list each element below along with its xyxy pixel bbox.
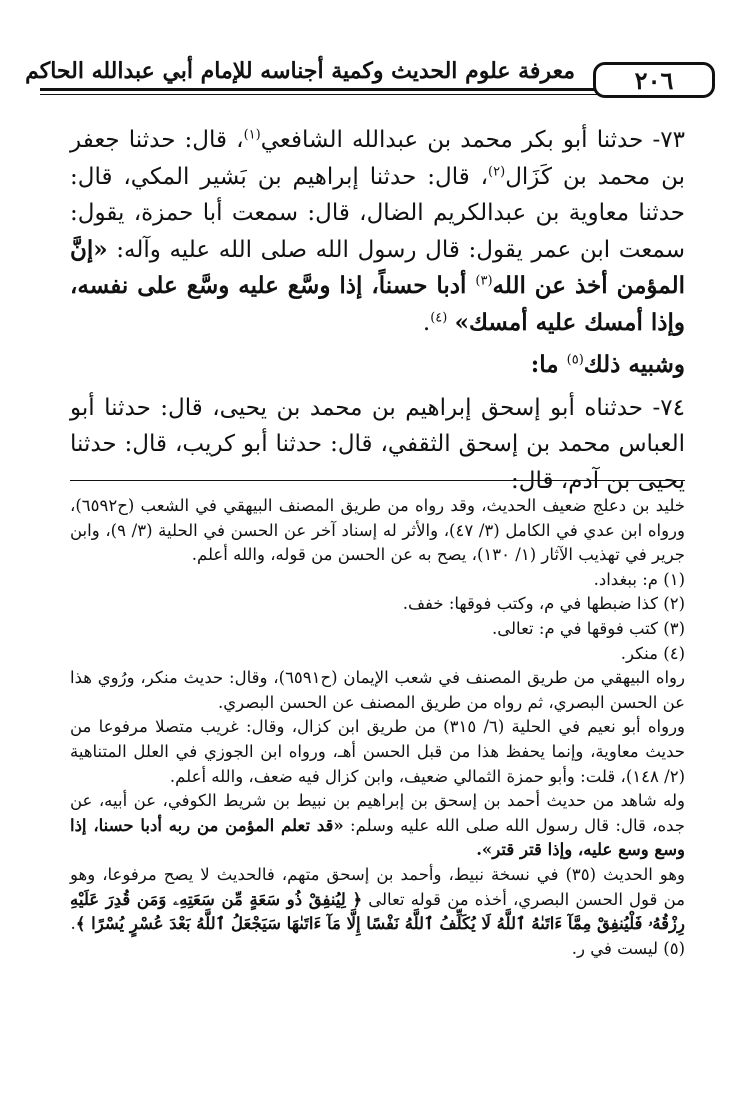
footnotes xyxy=(70,494,685,961)
running-title: معرفة علوم الحديث وكمية أجناسه للإمام أبي عبدالله الحاكم xyxy=(25,58,575,84)
header-rule-thin xyxy=(40,94,597,95)
heading-text: وشبيه ذلك xyxy=(583,351,685,378)
footnote-4-end: . xyxy=(70,914,76,934)
footnote-marker-5: (٥) xyxy=(566,352,584,368)
footnote-2: (٢) كذا ضبطها في م، وكتب فوقها: خفف. xyxy=(402,594,685,614)
hadith-73-text: ، قال: حدثنا جعفر بن محمد بن كَزَال xyxy=(70,127,686,190)
section-heading xyxy=(70,347,685,384)
footnote-4-para xyxy=(70,789,685,863)
footnote-marker-4: (٤) xyxy=(430,309,448,325)
footnote-5: (٥) ليست في ر. xyxy=(571,938,685,958)
footnote-4-para xyxy=(70,863,685,937)
hadith-74: ٧٤- حدثناه أبو إسحق إبراهيم بن محمد بن يحيى، قال: حدثنا أبو العباس محمد بن إسحق الثقفي، قال: حدثنا أبو كريب، قال: حدثنا يحيى بن آدم، قال: xyxy=(70,394,685,494)
footnote-continuation: خليد بن دعلج ضعيف الحديث، وقد رواه من طريق المصنف البيهقي في الشعب (ح٦٥٩٢)، ورواه ابن عدي في الكامل (٣/ ٤٧)، والأثر له إسناد آخر عن الحسن في الحلية (٣/ ٩)، وابن جرير في تهذيب الآثار (١/ ١٣٠)، يصح به عن الحسن من قوله، والله أعلم. xyxy=(70,496,685,565)
heading-text: ما: xyxy=(530,351,567,378)
hadith-73 xyxy=(70,122,685,341)
footnote-4-text: وهو الحديث (٣٥) في نسخة نبيط، وأحمد بن إسحق متهم، فالحديث لا يصح مرفوعا، وهو من قول الحسن البصري، أخذه من قوله تعالى xyxy=(70,864,685,909)
footnote-1: (١) م: ببغداد. xyxy=(593,569,685,589)
footnote-4-para: ورواه أبو نعيم في الحلية (٦/ ٣١٥) من طريق ابن كزال، وقال: غريب متصلا مرفوعا من حديث معاوية، وإنما يحفظ هذا من قبل الحسن أهـ، ورواه ابن الجوزي في العلل المتناهية (٢/ ١٤٨)، قلت: وأبو حمزة الثمالي ضعيف، وابن كزال فيه ضعف، والله أعلم. xyxy=(70,717,685,786)
footnote-3: (٣) كتب فوقها في م: تعالى. xyxy=(492,618,685,638)
footnote-marker-3: (٣) xyxy=(475,273,493,289)
hadith-73-end: . xyxy=(422,309,431,336)
footnote-4-text: وله شاهد من حديث أحمد بن إسحق بن إبراهيم بن نبيط بن شريط الكوفي، عن أبيه، عن جده، قال: قال رسول الله صلى الله عليه وسلم: xyxy=(70,791,685,835)
footnote-divider xyxy=(70,480,685,481)
main-text xyxy=(70,122,685,499)
hadith-73-matn: «إنَّ المؤمن أخذ عن الله xyxy=(70,235,685,299)
footnote-4-para: رواه البيهقي من طريق المصنف في شعب الإيمان (ح٦٥٩١)، وقال: حديث منكر، ورُوي هذا عن الحسن البصري، ثم رواه من طريق المصنف عن الحسن البصري. xyxy=(70,668,685,712)
page-number: ٢٠٦ xyxy=(593,62,715,98)
footnote-4-hadith: «قد تعلم المؤمن من ربه أدبا حسنا، إذا وسع وسع عليه، وإذا قتر قتر». xyxy=(70,815,685,860)
footnote-4: (٤) منكر. xyxy=(620,643,685,663)
quran-verse: ﴿ لِيُنفِقْ ذُو سَعَةٍ مِّن سَعَتِهِۦ وَمَن قُدِرَ عَلَيْهِ رِزْقُهُۥ فَلْيُنفِقْ مِمَّآ ءَاتَىٰهُ ٱللَّهُ لَا يُكَلِّفُ ٱللَّهُ نَفْسًا إِلَّا مَآ ءَاتَىٰهَا سَيَجْعَلُ ٱللَّهُ بَعْدَ عُسْرٍ يُسْرًا ﴾ xyxy=(70,889,685,934)
page-header xyxy=(25,54,715,102)
hadith-73-text: ٧٣- حدثنا أبو بكر محمد بن عبدالله الشافعي xyxy=(260,127,685,153)
hadith-73-text: ، قال: حدثنا إبراهيم بن بَشير المكي، قال: حدثنا معاوية بن عبدالكريم الضال، قال: سمعت أبا حمزة، يقول: سمعت ابن عمر يقول: قال رسول الله صلى الله عليه وآله: xyxy=(70,163,685,263)
hadith-73-matn: أدبا حسناً، إذا وسَّع عليه وسَّع على نفسه، وإذا أمسك عليه أمسك» xyxy=(70,272,685,336)
footnote-marker-1: (١) xyxy=(243,127,261,143)
header-rule xyxy=(40,88,597,91)
footnote-marker-2: (٢) xyxy=(488,163,506,179)
